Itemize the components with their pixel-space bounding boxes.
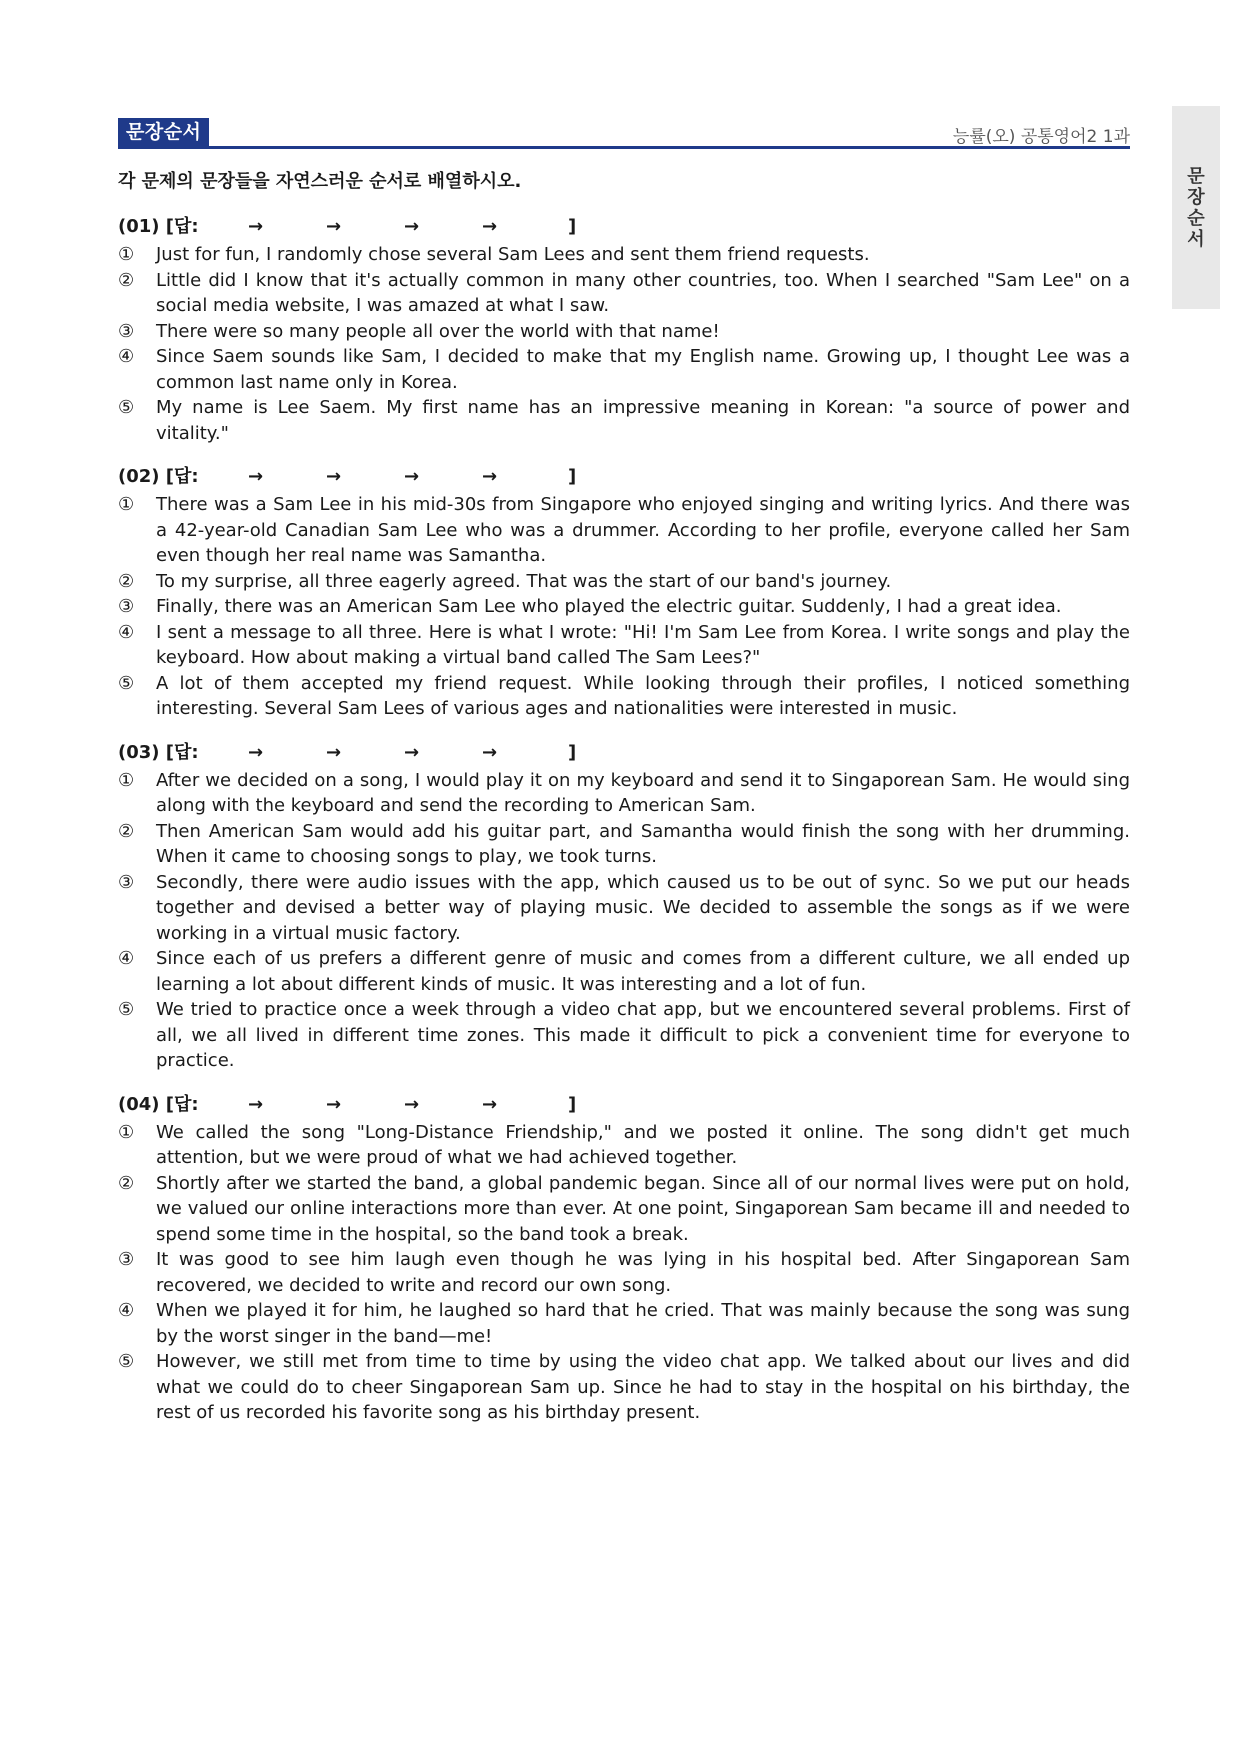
list-item [118, 1120, 1130, 1171]
question-3 [118, 738, 1130, 1074]
item-number: ④ [118, 346, 135, 367]
item-number: ① [118, 769, 135, 791]
answer-arrows [248, 738, 560, 768]
question-label: (01) [답: [118, 216, 199, 237]
side-tab-label: 문장순서 [1187, 166, 1205, 250]
item-number: ⑤ [118, 397, 135, 418]
answer-arrows [248, 462, 560, 492]
arrow: → [404, 741, 420, 763]
list-item [118, 569, 1130, 595]
list-item [118, 242, 1130, 268]
item-text: Since each of us prefers a different genre of music and comes from a different culture, we all ended up learning a lot about different kinds of music. It was interesting and a lot of fun. [156, 948, 1130, 995]
item-text: Shortly after we started the band, a global pandemic began. Since all of our normal lives were put on hold, we valued our online interactions more than ever. At one point, Singaporean Sam became ill and needed to spend some time in the hospital, so the band took a break. [156, 1172, 1130, 1245]
answer-line [118, 462, 1130, 492]
page-header [118, 118, 1130, 149]
arrow: → [326, 466, 342, 487]
item-number: ② [118, 570, 135, 592]
answer-line [118, 1090, 1130, 1120]
item-number: ① [118, 244, 135, 265]
item-text: Then American Sam would add his guitar part, and Samantha would finish the song with her drumming. When it came to choosing songs to play, we took turns. [156, 820, 1130, 867]
arrow: → [404, 466, 420, 487]
question-4 [118, 1090, 1130, 1426]
item-text: After we decided on a song, I would play it on my keyboard and send it to Singaporean Sam. He would sing along with the keyboard and send the recording to American Sam. [156, 769, 1130, 816]
list-item [118, 492, 1130, 569]
item-text: Just for fun, I randomly chose several Sam Lees and sent them friend requests. [156, 244, 870, 265]
item-number: ② [118, 1172, 135, 1194]
item-text: We called the song "Long-Distance Friendship," and we posted it online. The song didn't get much attention, but we were proud of what we had achieved together. [156, 1121, 1130, 1168]
item-text: Little did I know that it's actually common in many other countries, too. When I searched "Sam Lee" on a social media website, I was amazed at what I saw. [156, 269, 1130, 316]
item-text: However, we still met from time to time by using the video chat app. We talked about our lives and did what we could do to cheer Singaporean Sam up. Since he had to stay in the hospital on his birthday, the rest of us recorded his favorite song as his birthday present. [156, 1351, 1130, 1423]
question-2 [118, 462, 1130, 722]
list-item [118, 344, 1130, 395]
item-number: ③ [118, 596, 135, 617]
arrow: → [248, 216, 264, 237]
list-item [118, 268, 1130, 319]
arrow: → [404, 216, 420, 237]
item-number: ④ [118, 1300, 135, 1321]
item-number: ③ [118, 871, 135, 893]
answer-close-bracket: ] [568, 1093, 577, 1115]
list-item [118, 620, 1130, 671]
answer-close-bracket: ] [568, 466, 577, 487]
question-1 [118, 212, 1130, 446]
answer-line [118, 212, 1130, 242]
item-text: It was good to see him laugh even though he was lying in his hospital bed. After Singaporean Sam recovered, we decided to write and record our own song. [156, 1249, 1130, 1296]
item-text: My name is Lee Saem. My first name has an impressive meaning in Korean: "a source of power and vitality." [156, 397, 1130, 444]
item-text: There were so many people all over the world with that name! [156, 320, 720, 342]
item-number: ③ [118, 320, 135, 342]
item-text: When we played it for him, he laughed so hard that he cried. That was mainly because the song was sung by the worst singer in the band—me! [156, 1300, 1130, 1347]
section-badge: 문장순서 [118, 118, 209, 146]
item-number: ② [118, 269, 135, 291]
list-item [118, 997, 1130, 1074]
item-text: I sent a message to all three. Here is what I wrote: "Hi! I'm Sam Lee from Korea. I write songs and play the keyboard. How about making a virtual band called The Sam Lees?" [156, 621, 1130, 668]
item-text: There was a Sam Lee in his mid-30s from Singapore who enjoyed singing and writing lyrics. And there was a 42-year-old Canadian Sam Lee who was a drummer. According to her profile, everyone called her Sam even though her real name was Samantha. [156, 494, 1130, 566]
item-number: ④ [118, 948, 135, 969]
arrow: → [326, 1093, 342, 1115]
item-number: ③ [118, 1249, 135, 1270]
question-label: (04) [답: [118, 1093, 199, 1115]
arrow: → [326, 216, 342, 237]
item-text: To my surprise, all three eagerly agreed. That was the start of our band's journey. [156, 570, 892, 592]
item-number: ① [118, 1121, 135, 1143]
side-tab [1172, 106, 1220, 309]
arrow: → [482, 466, 498, 487]
list-item [118, 1171, 1130, 1248]
answer-close-bracket: ] [568, 216, 577, 237]
arrow: → [248, 466, 264, 487]
item-text: Finally, there was an American Sam Lee who played the electric guitar. Suddenly, I had a great idea. [156, 596, 1062, 617]
item-number: ⑤ [118, 1351, 135, 1372]
item-text: We tried to practice once a week through a video chat app, but we encountered several problems. First of all, we all lived in different time zones. This made it difficult to pick a convenient time for everyone to practice. [156, 999, 1130, 1071]
question-label: (02) [답: [118, 466, 199, 487]
book-info: 능률(오) 공통영어2 1과 [952, 127, 1130, 147]
list-item [118, 768, 1130, 819]
answer-arrows [248, 1090, 560, 1120]
arrow: → [326, 741, 342, 763]
question-label: (03) [답: [118, 741, 199, 763]
answer-arrows [248, 212, 560, 242]
item-number: ② [118, 820, 135, 842]
list-item [118, 1349, 1130, 1426]
list-item [118, 1298, 1130, 1349]
list-item [118, 870, 1130, 947]
answer-line [118, 738, 1130, 768]
item-text: Secondly, there were audio issues with the app, which caused us to be out of sync. So we put our heads together and devised a better way of playing music. We decided to assemble the songs as if we were working in a virtual music factory. [156, 871, 1130, 944]
list-item [118, 1247, 1130, 1298]
item-text: Since Saem sounds like Sam, I decided to make that my English name. Growing up, I thought Lee was a common last name only in Korea. [156, 346, 1130, 393]
arrow: → [248, 741, 264, 763]
answer-close-bracket: ] [568, 741, 577, 763]
arrow: → [482, 741, 498, 763]
arrow: → [404, 1093, 420, 1115]
item-number: ④ [118, 621, 135, 643]
item-number: ① [118, 494, 135, 515]
instruction-text: 각 문제의 문장들을 자연스러운 순서로 배열하시오. [118, 171, 522, 192]
list-item [118, 819, 1130, 870]
arrow: → [482, 1093, 498, 1115]
worksheet-content [118, 170, 1130, 1442]
list-item [118, 395, 1130, 446]
list-item [118, 319, 1130, 345]
list-item [118, 594, 1130, 620]
list-item [118, 946, 1130, 997]
item-text: A lot of them accepted my friend request. While looking through their profiles, I noticed something interesting. Several Sam Lees of various ages and nationalities were interested in music. [156, 672, 1130, 719]
arrow: → [482, 216, 498, 237]
arrow: → [248, 1093, 264, 1115]
item-number: ⑤ [118, 999, 135, 1020]
item-number: ⑤ [118, 672, 135, 694]
list-item [118, 671, 1130, 722]
